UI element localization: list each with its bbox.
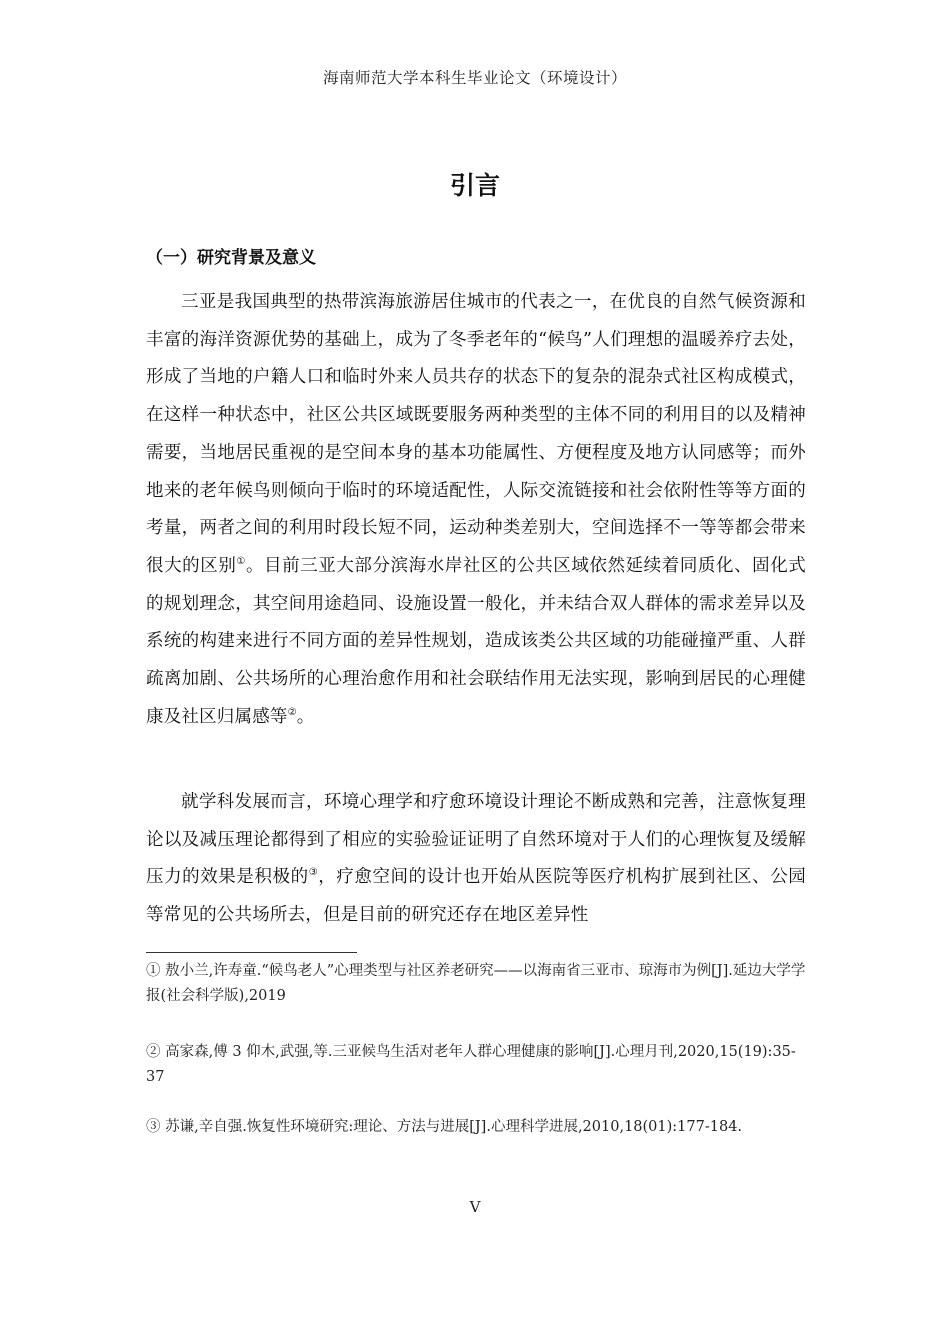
footnote-reference: ②: [287, 706, 297, 718]
footnote-reference: ③: [308, 867, 319, 879]
footnote-text: 敖小兰,许寿童.“候鸟老人”心理类型与社区养老研究——以海南省三亚市、琼海市为例[J].延边大学学报(社会科学版),2019: [146, 963, 806, 1004]
paragraph-text: ，疗愈空间的设计也开始从医院等医疗机构扩展到社区、公园等常见的公共场所去，但是目前的研究还存在地区差异性: [146, 867, 806, 926]
running-header: 海南师范大学本科生毕业论文（环境设计）: [322, 69, 627, 87]
paragraph-text: 。目前三亚大部分滨海水岸社区的公共区域依然延续着同质化、固化式的规划理念，其空间用途趋同、设施设置一般化，并未结合双人群体的需求差异以及系统的构建来进行不同方面的差异性规划，造成该类公共区域的功能碰撞严重、人群疏离加剧、公共场所的心理治愈作用和社会联结作用无法实现，影响到居民的心理健康及社区归属感等: [146, 555, 807, 727]
body-paragraph-1: [146, 284, 806, 736]
body-paragraph-2: [146, 784, 806, 935]
footnote-divider: [146, 952, 357, 953]
page-title: 引言: [449, 171, 500, 200]
footnote-mark: ③: [146, 1119, 161, 1135]
footnote-3: [146, 1115, 806, 1140]
footnote-mark: ②: [146, 1044, 161, 1060]
paragraph-text: 三亚是我国典型的热带滨海旅游居住城市的代表之一，在优良的自然气候资源和丰富的海洋资源优势的基础上，成为了冬季老年的“候鸟”人们理想的温暖养疗去处，形成了当地的户籍人口和临时外来人员共存的状态下的复杂的混杂式社区构成模式，在这样一种状态中，社区公共区域既要服务两种类型的主体不同的利用目的以及精神需要，当地居民重视的是空间本身的基本功能属性、方便程度及地方认同感等；而外地来的老年候鸟则倾向于临时的环境适配性，人际交流链接和社会依附性等等方面的考量，两者之间的利用时段长短不同，运动种类差别大，空间选择不一等等都会带来很大的区别: [146, 292, 806, 576]
footnote-2: [146, 1040, 806, 1090]
paragraph-text: 。: [296, 706, 315, 727]
footnote-text: 苏谦,辛自强.恢复性环境研究:理论、方法与进展[J].心理科学进展,2010,18(01):177-184.: [165, 1119, 743, 1135]
footnote-text: 高家森,傅 3 仰木,武强,等.三亚候鸟生活对老年人群心理健康的影响[J].心理月刊,2020,15(19):35-37: [146, 1044, 796, 1085]
page-number: V: [469, 1198, 481, 1216]
paragraph-text: 就学科发展而言，环境心理学和疗愈环境设计理论不断成熟和完善，注意恢复理论以及减压理论都得到了相应的实验验证证明了自然环境对于人们的心理恢复及缓解压力的效果是积极的: [146, 792, 806, 888]
footnote-mark: ①: [146, 963, 161, 979]
section-heading: （一）研究背景及意义: [146, 248, 316, 268]
footnote-1: [146, 959, 806, 1009]
footnote-reference: ①: [236, 555, 246, 567]
